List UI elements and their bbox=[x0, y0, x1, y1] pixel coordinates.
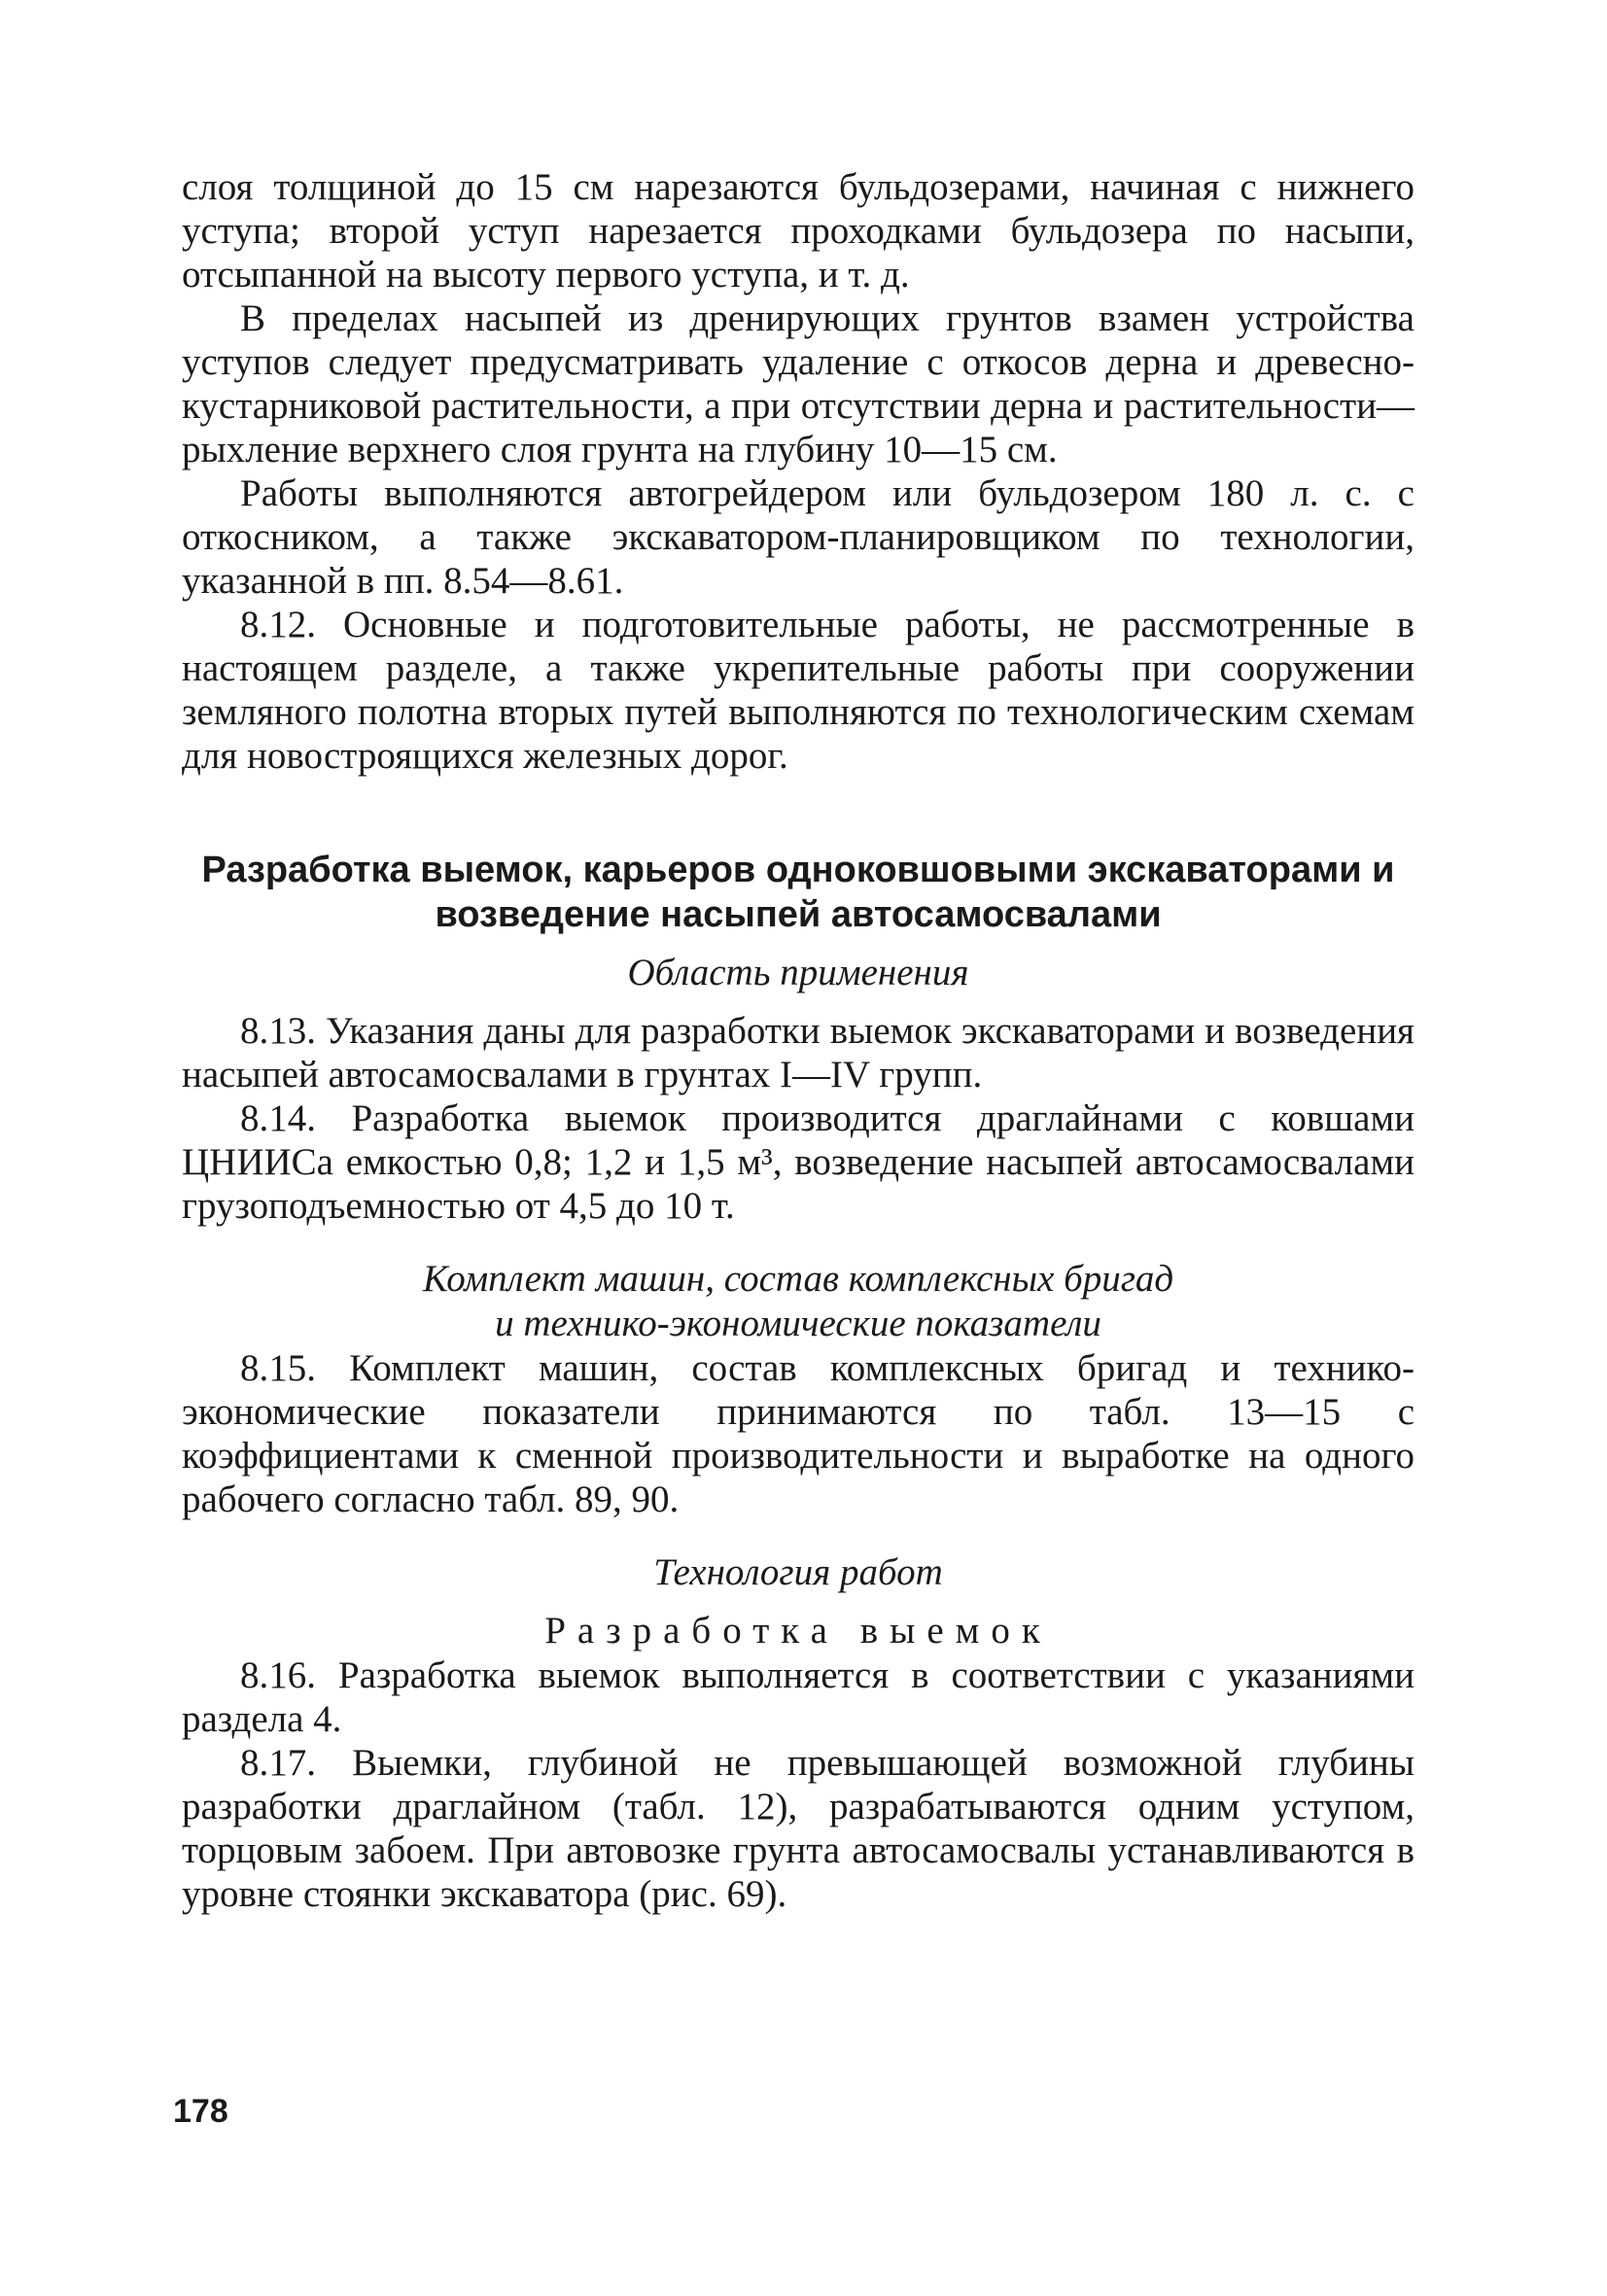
subheading-technology: Технология работ bbox=[653, 1551, 943, 1593]
paragraph-8-17: 8.17. Выемки, глубиной не превышающей возможной глубины разработки драглайном (табл. 12), разрабатываются одним уступом, торцовым забоем. При автовозке грунта автосамосвалы устанавливаются в уровне стоянки экскаватора (рис. 69). bbox=[182, 1742, 1415, 1915]
subheading-excavation: Разработка выемок bbox=[544, 1610, 1052, 1652]
section-heading: Разработка выемок, карьеров одноковшовыми экскаваторами и возведение насыпей автосамосвалами bbox=[201, 850, 1395, 935]
paragraph-8-15: 8.15. Комплект машин, состав комплексных бригад и технико-экономические показатели принимаются по табл. 13—15 с коэффициентами к сменной производительности и выработке на одного рабочего согласно табл. 89, 90. bbox=[182, 1347, 1415, 1520]
page-body bbox=[182, 165, 1415, 1916]
paragraph-8-12: 8.12. Основные и подготовительные работы, не рассмотренные в настоящем разделе, а также укрепительные работы при сооружении земляного полотна вторых путей выполняются по технологическим схемам для новостроящихся железных дорог. bbox=[182, 604, 1415, 777]
paragraph-8-14: 8.14. Разработка выемок производится драглайнами с ковшами ЦНИИСа емкостью 0,8; 1,2 и 1,5 м³, возведение насыпей автосамосвалами грузоподъемностью от 4,5 до 10 т. bbox=[182, 1097, 1415, 1227]
page-number: 178 bbox=[173, 2093, 228, 2130]
subheading-scope: Область применения bbox=[627, 952, 969, 993]
subheading-machines-line2: и технико-экономические показатели bbox=[495, 1303, 1101, 1344]
subheading-machines-line1: Комплект машин, состав комплексных бригад bbox=[422, 1258, 1174, 1300]
paragraph-8-16: 8.16. Разработка выемок выполняется в соответствии с указаниями раздела 4. bbox=[182, 1654, 1415, 1740]
paragraph-works-equipment: Работы выполняются автогрейдером или бульдозером 180 л. с. с откосником, а также экскаватором-планировщиком по технологии, указанной в пп. 8.54—8.61. bbox=[182, 472, 1415, 602]
paragraph-8-13: 8.13. Указания даны для разработки выемок экскаваторами и возведения насыпей автосамосвалами в грунтах I—IV групп. bbox=[182, 1010, 1415, 1096]
paragraph-drainage-soils: В пределах насыпей из дренирующих грунтов взамен устройства уступов следует предусматривать удаление с откосов дерна и древесно-кустарниковой растительности, а при отсутствии дерна и растительности—рыхление верхнего слоя грунта на глубину 10—15 см. bbox=[182, 297, 1415, 470]
paragraph-continuation: слоя толщиной до 15 см нарезаются бульдозерами, начиная с нижнего уступа; второй уступ нарезается проходками бульдозера по насыпи, отсыпанной на высоту первого уступа, и т. д. bbox=[182, 166, 1415, 296]
